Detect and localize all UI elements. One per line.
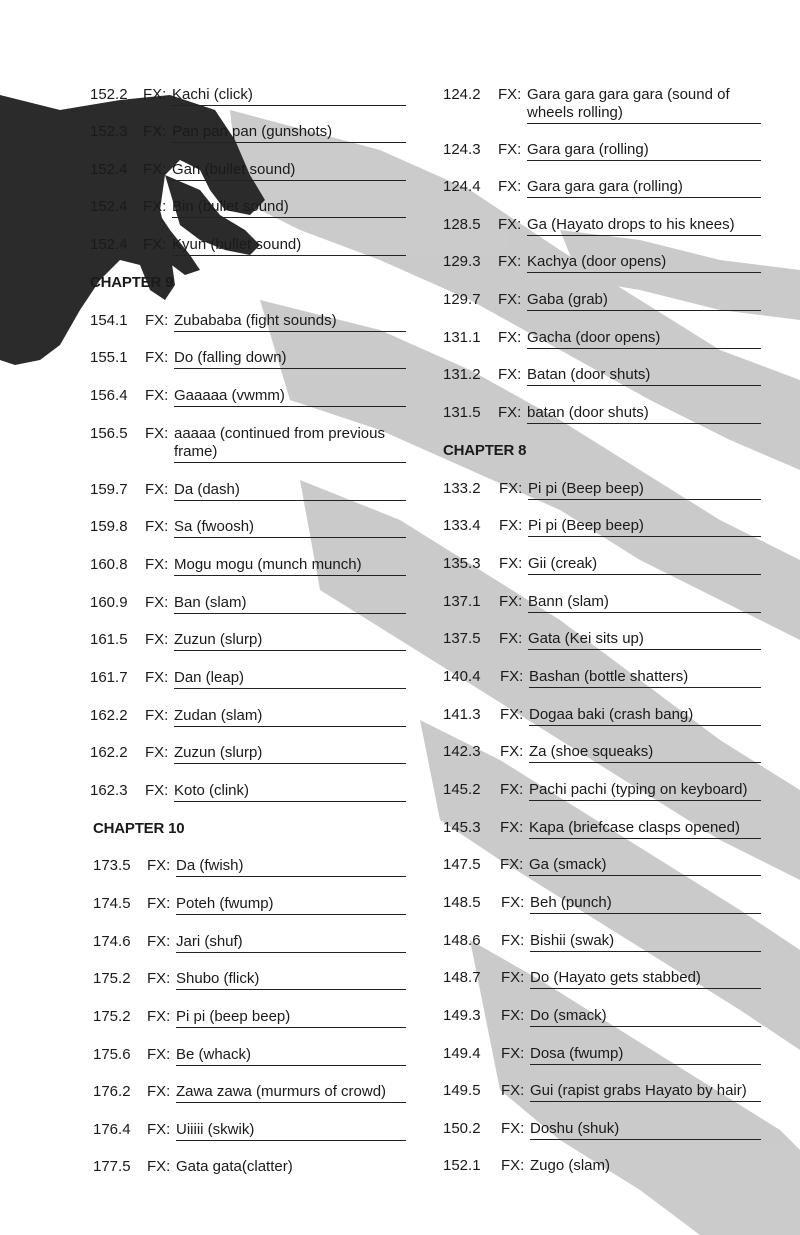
page-number: 137.1 xyxy=(443,593,481,610)
page-number: 177.5 xyxy=(93,1158,131,1175)
fx-label: FX: xyxy=(498,178,522,195)
chapter-heading: CHAPTER 9 xyxy=(90,274,174,291)
sound-description: Kachi (click) xyxy=(172,86,406,106)
fx-label: FX: xyxy=(498,253,522,270)
page-number: 160.8 xyxy=(90,556,128,573)
page-number: 149.3 xyxy=(443,1007,481,1024)
fx-label: FX: xyxy=(145,744,169,761)
page-number: 129.7 xyxy=(443,291,481,308)
page-number: 176.2 xyxy=(93,1083,131,1100)
page-number: 152.4 xyxy=(90,236,128,253)
sound-description: Be (whack) xyxy=(176,1046,406,1066)
page-number: 147.5 xyxy=(443,856,481,873)
sound-description: Bishii (swak) xyxy=(530,932,761,952)
page-number: 161.5 xyxy=(90,631,128,648)
fx-label: FX: xyxy=(501,1082,525,1099)
sound-description: Gaaaaa (vwmm) xyxy=(174,387,406,407)
fx-label: FX: xyxy=(143,123,167,140)
fx-label: FX: xyxy=(498,86,522,103)
fx-label: FX: xyxy=(501,969,525,986)
fx-label: FX: xyxy=(499,517,523,534)
fx-label: FX: xyxy=(501,1120,525,1137)
fx-label: FX: xyxy=(147,933,171,950)
fx-label: FX: xyxy=(500,819,524,836)
sound-description: Zuzun (slurp) xyxy=(174,631,406,651)
sound-description: Gata (Kei sits up) xyxy=(528,630,761,650)
sound-description: Pan pan pan (gunshots) xyxy=(172,123,406,143)
sound-description: Gui (rapist grabs Hayato by hair) xyxy=(530,1082,761,1102)
page-number: 148.5 xyxy=(443,894,481,911)
page-number: 176.4 xyxy=(93,1121,131,1138)
page-number: 155.1 xyxy=(90,349,128,366)
page-number: 160.9 xyxy=(90,594,128,611)
fx-label: FX: xyxy=(501,894,525,911)
page-number: 162.2 xyxy=(90,744,128,761)
page-number: 175.6 xyxy=(93,1046,131,1063)
fx-label: FX: xyxy=(145,481,169,498)
sound-description: Mogu mogu (munch munch) xyxy=(174,556,406,576)
fx-label: FX: xyxy=(143,86,167,103)
sound-description: batan (door shuts) xyxy=(527,404,761,424)
page-number: 156.5 xyxy=(90,425,128,442)
page-number: 156.4 xyxy=(90,387,128,404)
sound-description: Do (smack) xyxy=(530,1007,761,1027)
sound-description: Beh (punch) xyxy=(530,894,761,914)
sound-description: Gan (bullet sound) xyxy=(172,161,406,181)
page-number: 137.5 xyxy=(443,630,481,647)
chapter-heading: CHAPTER 8 xyxy=(443,442,527,459)
fx-label: FX: xyxy=(147,895,171,912)
fx-label: FX: xyxy=(500,781,524,798)
fx-label: FX: xyxy=(145,594,169,611)
fx-label: FX: xyxy=(145,631,169,648)
page-number: 131.5 xyxy=(443,404,481,421)
page-number: 174.5 xyxy=(93,895,131,912)
sound-description: Poteh (fwump) xyxy=(176,895,406,915)
sound-description: Pi pi (beep beep) xyxy=(176,1008,406,1028)
chapter-heading: CHAPTER 10 xyxy=(93,820,185,837)
page-number: 175.2 xyxy=(93,1008,131,1025)
page-number: 161.7 xyxy=(90,669,128,686)
sound-description: Sa (fwoosh) xyxy=(174,518,406,538)
sound-description: Pi pi (Beep beep) xyxy=(528,517,761,537)
sound-description: Gara gara gara (rolling) xyxy=(527,178,761,198)
sound-description: Gii (creak) xyxy=(528,555,761,575)
fx-label: FX: xyxy=(498,216,522,233)
sound-description: Gara gara (rolling) xyxy=(527,141,761,161)
fx-label: FX: xyxy=(501,1007,525,1024)
sound-description: Pachi pachi (typing on keyboard) xyxy=(529,781,761,801)
fx-label: FX: xyxy=(498,141,522,158)
page-number: 141.3 xyxy=(443,706,481,723)
sound-description: Bin (bullet sound) xyxy=(172,198,406,218)
sound-description: Ga (Hayato drops to his knees) xyxy=(527,216,761,236)
sound-description: aaaaa (continued from previous frame) xyxy=(174,425,406,463)
fx-label: FX: xyxy=(147,1083,171,1100)
fx-label: FX: xyxy=(500,743,524,760)
sound-description: Bann (slam) xyxy=(528,593,761,613)
fx-label: FX: xyxy=(143,161,167,178)
sound-description: Shubo (flick) xyxy=(176,970,406,990)
fx-label: FX: xyxy=(500,856,524,873)
sound-description: Ban (slam) xyxy=(174,594,406,614)
sound-description: Gata gata(clatter) xyxy=(176,1158,293,1175)
page-number: 128.5 xyxy=(443,216,481,233)
page-number: 152.4 xyxy=(90,161,128,178)
sound-description: Bashan (bottle shatters) xyxy=(529,668,761,688)
fx-label: FX: xyxy=(501,932,525,949)
fx-label: FX: xyxy=(501,1157,525,1174)
page-number: 135.3 xyxy=(443,555,481,572)
page-number: 145.3 xyxy=(443,819,481,836)
page-number: 133.2 xyxy=(443,480,481,497)
fx-label: FX: xyxy=(147,1158,171,1175)
sound-description: Zubababa (fight sounds) xyxy=(174,312,406,332)
fx-label: FX: xyxy=(145,669,169,686)
fx-label: FX: xyxy=(147,857,171,874)
page-number: 175.2 xyxy=(93,970,131,987)
page-number: 159.8 xyxy=(90,518,128,535)
fx-label: FX: xyxy=(499,480,523,497)
sound-description: Dosa (fwump) xyxy=(530,1045,761,1065)
sound-description: Za (shoe squeaks) xyxy=(529,743,761,763)
sound-description: Zugo (slam) xyxy=(530,1157,611,1174)
fx-label: FX: xyxy=(145,387,169,404)
page-number: 140.4 xyxy=(443,668,481,685)
fx-label: FX: xyxy=(501,1045,525,1062)
fx-label: FX: xyxy=(498,366,522,383)
sound-description: Kachya (door opens) xyxy=(527,253,761,273)
page-number: 152.2 xyxy=(90,86,128,103)
fx-label: FX: xyxy=(147,1046,171,1063)
page-number: 173.5 xyxy=(93,857,131,874)
sound-description: Dogaa baki (crash bang) xyxy=(529,706,761,726)
page-number: 150.2 xyxy=(443,1120,481,1137)
fx-label: FX: xyxy=(145,312,169,329)
page-number: 131.2 xyxy=(443,366,481,383)
page-number: 131.1 xyxy=(443,329,481,346)
page-number: 152.3 xyxy=(90,123,128,140)
page-number: 162.3 xyxy=(90,782,128,799)
page-number: 148.6 xyxy=(443,932,481,949)
sound-description: Zawa zawa (murmurs of crowd) xyxy=(176,1083,406,1103)
sound-description: Dan (leap) xyxy=(174,669,406,689)
fx-label: FX: xyxy=(500,668,524,685)
fx-label: FX: xyxy=(145,349,169,366)
fx-label: FX: xyxy=(143,198,167,215)
page-number: 124.4 xyxy=(443,178,481,195)
page-number: 174.6 xyxy=(93,933,131,950)
fx-label: FX: xyxy=(500,706,524,723)
page-number: 124.3 xyxy=(443,141,481,158)
page-number: 154.1 xyxy=(90,312,128,329)
sound-description: Da (fwish) xyxy=(176,857,406,877)
sound-description: Zudan (slam) xyxy=(174,707,406,727)
fx-label: FX: xyxy=(145,556,169,573)
page-number: 124.2 xyxy=(443,86,481,103)
sound-description: Gara gara gara gara (sound of wheels rolling) xyxy=(527,86,761,124)
sound-description: Gacha (door opens) xyxy=(527,329,761,349)
sound-description: Da (dash) xyxy=(174,481,406,501)
fx-label: FX: xyxy=(498,404,522,421)
sound-description: Uiiiii (skwik) xyxy=(176,1121,406,1141)
fx-label: FX: xyxy=(147,970,171,987)
page-number: 142.3 xyxy=(443,743,481,760)
page-number: 149.4 xyxy=(443,1045,481,1062)
page-number: 148.7 xyxy=(443,969,481,986)
page-number: 162.2 xyxy=(90,707,128,724)
sound-description: Doshu (shuk) xyxy=(530,1120,761,1140)
sound-description: Do (falling down) xyxy=(174,349,406,369)
sound-description: Gaba (grab) xyxy=(527,291,761,311)
fx-label: FX: xyxy=(147,1008,171,1025)
sound-description: Do (Hayato gets stabbed) xyxy=(530,969,761,989)
fx-label: FX: xyxy=(499,630,523,647)
page-number: 129.3 xyxy=(443,253,481,270)
fx-label: FX: xyxy=(145,518,169,535)
fx-label: FX: xyxy=(145,782,169,799)
fx-label: FX: xyxy=(145,707,169,724)
sound-description: Kyun (bullet sound) xyxy=(172,236,406,256)
sound-description: Batan (door shuts) xyxy=(527,366,761,386)
page-number: 152.1 xyxy=(443,1157,481,1174)
page-number: 133.4 xyxy=(443,517,481,534)
page-number: 159.7 xyxy=(90,481,128,498)
fx-label: FX: xyxy=(498,291,522,308)
fx-label: FX: xyxy=(498,329,522,346)
fx-label: FX: xyxy=(499,555,523,572)
sound-description: Zuzun (slurp) xyxy=(174,744,406,764)
page-number: 145.2 xyxy=(443,781,481,798)
fx-label: FX: xyxy=(143,236,167,253)
page-number: 149.5 xyxy=(443,1082,481,1099)
sound-description: Jari (shuf) xyxy=(176,933,406,953)
sound-description: Ga (smack) xyxy=(529,856,761,876)
sound-description: Pi pi (Beep beep) xyxy=(528,480,761,500)
fx-label: FX: xyxy=(499,593,523,610)
sound-description: Kapa (briefcase clasps opened) xyxy=(529,819,761,839)
fx-label: FX: xyxy=(145,425,169,442)
sound-description: Koto (clink) xyxy=(174,782,406,802)
fx-label: FX: xyxy=(147,1121,171,1138)
page-number: 152.4 xyxy=(90,198,128,215)
